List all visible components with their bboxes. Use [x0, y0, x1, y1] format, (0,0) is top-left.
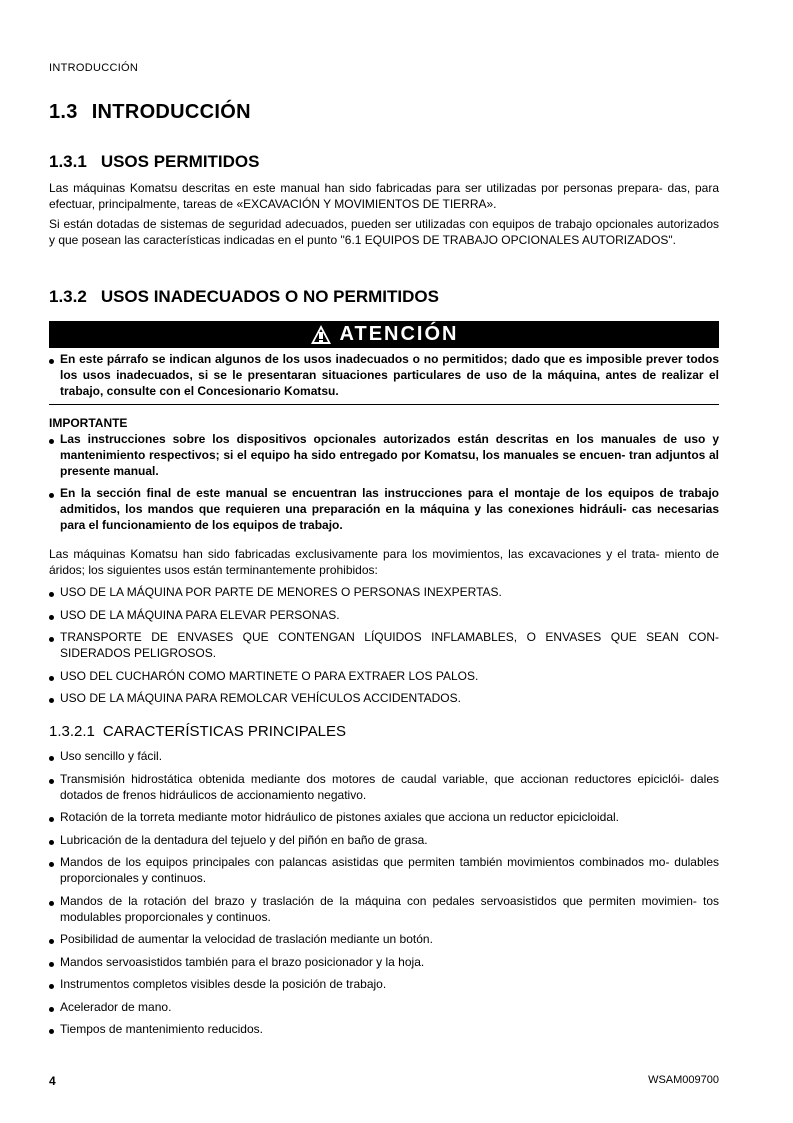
list-item: Transmisión hidrostática obtenida mediante dos motores de caudal variable, que accionan reductores epiciclói- dales dotados de frenos hidráulicos de accionamiento negativo. — [49, 771, 719, 803]
page-number: 4 — [49, 1074, 56, 1088]
paragraph: Si están dotadas de sistemas de seguridad adecuados, pueden ser utilizadas con equipos de trabajo opcionales autorizados y que posean las características indicadas en el punto "6.1 EQUIPOS DE TRABAJO OPCIONALES AUTORIZADOS". — [49, 217, 719, 247]
usos-inadecuados-heading — [49, 287, 719, 307]
section-number: 1.3 — [49, 101, 78, 123]
list-item: Lubricación de la dentadura del tejuelo y del piñón en baño de grasa. — [49, 832, 719, 848]
usos-inadecuados-section — [49, 287, 719, 713]
list-item: Uso sencillo y fácil. — [49, 748, 719, 764]
list-item: En la sección final de este manual se encuentran las instrucciones para el montaje de los equipos de trabajo admitidos, los mandos que requieren una preparación en la máquina y las conexiones hidráuli- cas necesarias para el funcionamiento de los equipos de trabajo. — [49, 485, 719, 533]
list-item: Rotación de la torreta mediante motor hidráulico de pistones axiales que acciona un reductor epicicloidal. — [49, 809, 719, 825]
list-item: USO DE LA MÁQUINA PARA REMOLCAR VEHÍCULOS ACCIDENTADOS. — [49, 690, 719, 706]
heading-number: 1.3.2.1 — [49, 723, 95, 740]
warning-hand-icon — [310, 324, 332, 346]
list-item: Posibilidad de aumentar la velocidad de traslación mediante un botón. — [49, 931, 719, 947]
list-item: USO DE LA MÁQUINA PARA ELEVAR PERSONAS. — [49, 607, 719, 623]
features-list — [49, 748, 719, 1037]
list-item: Tiempos de mantenimiento reducidos. — [49, 1021, 719, 1037]
list-item: Mandos servoasistidos también para el brazo posicionador y la hoja. — [49, 954, 719, 970]
usos-permitidos-section — [49, 152, 719, 248]
section-heading — [49, 101, 251, 124]
heading-number: 1.3.2 — [49, 287, 87, 306]
heading-number: 1.3.1 — [49, 152, 87, 171]
list-item: USO DEL CUCHARÓN COMO MARTINETE O PARA EXTRAER LOS PALOS. — [49, 668, 719, 684]
list-item: Mandos de la rotación del brazo y traslación de la máquina con pedales servoasistidos que permiten movimien- tos modulables proporcionales y continuos. — [49, 893, 719, 925]
heading-title: USOS INADECUADOS O NO PERMITIDOS — [100, 287, 439, 306]
list-item: Instrumentos completos visibles desde la posición de trabajo. — [49, 976, 719, 992]
divider — [49, 404, 719, 405]
attention-label: ATENCIÓN — [339, 323, 459, 345]
document-code: WSAM009700 — [648, 1074, 719, 1086]
list-item: USO DE LA MÁQUINA POR PARTE DE MENORES O PERSONAS INEXPERTAS. — [49, 584, 719, 600]
caracteristicas-section — [49, 723, 719, 1044]
prohibited-list — [49, 584, 719, 706]
caracteristicas-heading — [49, 723, 719, 740]
list-item: Mandos de los equipos principales con palancas asistidas que permiten también movimientos combinados mo- dulables proporcionales y continuos. — [49, 854, 719, 886]
running-head: INTRODUCCIÓN — [49, 62, 139, 74]
important-list — [49, 431, 719, 533]
attention-banner — [49, 321, 719, 348]
heading-title: CARACTERÍSTICAS PRINCIPALES — [102, 723, 346, 740]
list-item: Las instrucciones sobre los dispositivos opcionales autorizados están descritas en los manuales de uso y mantenimiento respectivos; si el equipo ha sido entregado por Komatsu, los manuales se encuen- tran adjuntos al presente manual. — [49, 431, 719, 479]
usos-permitidos-heading — [49, 152, 719, 172]
section-title: INTRODUCCIÓN — [91, 101, 251, 123]
attention-list — [49, 351, 719, 399]
list-item: En este párrafo se indican algunos de los usos inadecuados o no permitidos; dado que es imposible prever todos los usos inadecuados, si se le presentaran situaciones particulares de uso de la máquina, antes de realizar el trabajo, consulte con el Concesionario Komatsu. — [49, 351, 719, 399]
prohibited-intro: Las máquinas Komatsu han sido fabricadas exclusivamente para los movimientos, las excavaciones y el trata- miento de áridos; los siguientes usos están terminantemente prohibidos: — [49, 547, 719, 577]
important-label: IMPORTANTE — [49, 416, 128, 430]
list-item: Acelerador de mano. — [49, 999, 719, 1015]
paragraph: Las máquinas Komatsu descritas en este manual han sido fabricadas para ser utilizadas por personas prepara- das, para efectuar, principalmente, tareas de «EXCAVACIÓN Y MOVIMIENTOS DE TIERRA». — [49, 181, 719, 211]
list-item: TRANSPORTE DE ENVASES QUE CONTENGAN LÍQUIDOS INFLAMABLES, O ENVASES QUE SEAN CON- SIDERADOS PELIGROSOS. — [49, 629, 719, 661]
heading-title: USOS PERMITIDOS — [100, 152, 260, 171]
